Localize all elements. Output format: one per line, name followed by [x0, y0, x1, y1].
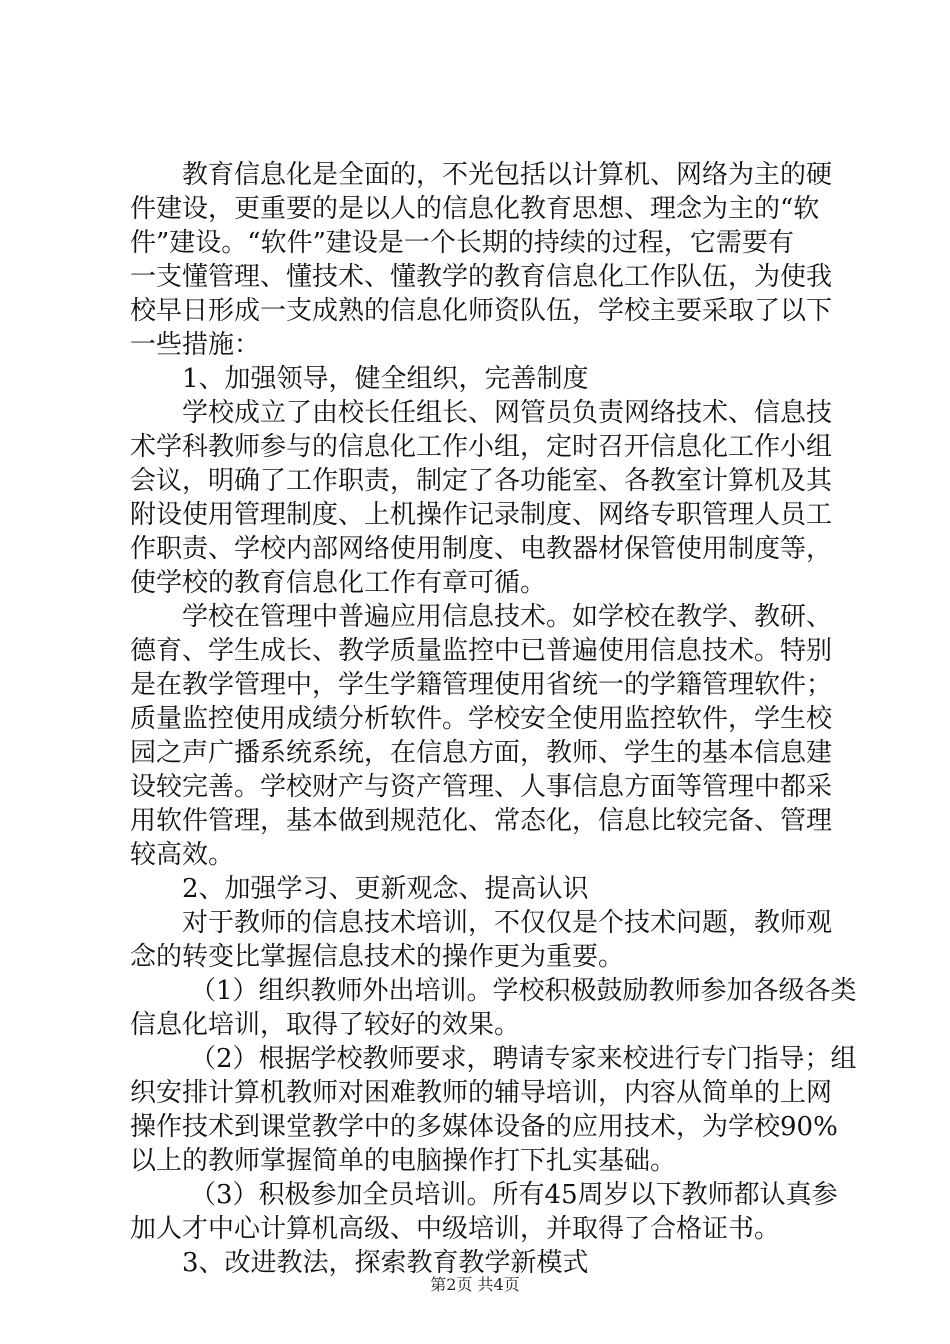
text-line: 1、加强领导，健全组织，完善制度 — [182, 364, 589, 394]
text-line: 设较完善。学校财产与资产管理、人事信息方面等管理中都采 — [130, 772, 833, 802]
text-line: 加人才中心计算机高级、中级培训，并取得了合格证书。 — [130, 1214, 781, 1244]
text-line: （1）组织教师外出培训。学校积极鼓励教师参加各级各类 — [190, 976, 857, 1006]
text-line: 信息化培训，取得了较好的效果。 — [130, 1010, 521, 1040]
text-line: 使学校的教育信息化工作有章可循。 — [130, 568, 547, 598]
text-line: 一支懂管理、懂技术、懂教学的教育信息化工作队伍，为使我 — [130, 262, 833, 292]
text-line: 学校成立了由校长任组长、网管员负责网络技术、信息技 — [182, 398, 833, 428]
text-line: 一些措施： — [130, 330, 261, 360]
text-line: 对于教师的信息技术培训，不仅仅是个技术问题，教师观 — [182, 908, 833, 938]
text-line: 会议，明确了工作职责，制定了各功能室、各教室计算机及其 — [130, 466, 833, 496]
text-line: 校早日形成一支成熟的信息化师资队伍，学校主要采取了以下 — [130, 296, 833, 326]
text-line: 件建设，更重要的是以人的信息化教育思想、理念为主的“软 — [130, 194, 820, 224]
text-line: 3、改进教法，探索教育教学新模式 — [182, 1248, 589, 1278]
text-line: 质量监控使用成绩分析软件。学校安全使用监控软件，学生校 — [130, 704, 833, 734]
page-footer — [0, 1272, 950, 1295]
text-line: 操作技术到课堂教学中的多媒体设备的应用技术，为学校90% — [130, 1112, 838, 1142]
text-line: 作职责、学校内部网络使用制度、电教器材保管使用制度等， — [130, 534, 833, 564]
text-line: 教育信息化是全面的，不光包括以计算机、网络为主的硬 — [182, 160, 833, 190]
text-line: 园之声广播系统系统，在信息方面，教师、学生的基本信息建 — [130, 738, 833, 768]
text-line: 附设使用管理制度、上机操作记录制度、网络专职管理人员工 — [130, 500, 833, 530]
text-line: 学校在管理中普遍应用信息技术。如学校在教学、教研、 — [182, 602, 833, 632]
text-line: 以上的教师掌握简单的电脑操作打下扎实基础。 — [130, 1146, 677, 1176]
text-line: 2、加强学习、更新观念、提高认识 — [182, 874, 589, 904]
text-line: 念的转变比掌握信息技术的操作更为重要。 — [130, 942, 625, 972]
document-body — [130, 158, 857, 1280]
text-line: 德育、学生成长、教学质量监控中已普遍使用信息技术。特别 — [130, 636, 833, 666]
text-line: 术学科教师参与的信息化工作小组，定时召开信息化工作小组 — [130, 432, 833, 462]
text-line: 较高效。 — [130, 840, 235, 870]
text-line: 用软件管理，基本做到规范化、常态化，信息比较完备、管理 — [130, 806, 833, 836]
text-line: 织安排计算机教师对困难教师的辅导培训，内容从简单的上网 — [130, 1078, 833, 1108]
text-line: 是在教学管理中，学生学籍管理使用省统一的学籍管理软件； — [130, 670, 833, 700]
text-line: （3）积极参加全员培训。所有45周岁以下教师都认真参 — [190, 1180, 838, 1210]
text-line: （2）根据学校教师要求，聘请专家来校进行专门指导；组 — [190, 1044, 857, 1074]
text-line: 件”建设。“软件”建设是一个长期的持续的过程，它需要有 — [130, 228, 794, 258]
page-number-label: 第2页 共4页 — [430, 1275, 520, 1294]
